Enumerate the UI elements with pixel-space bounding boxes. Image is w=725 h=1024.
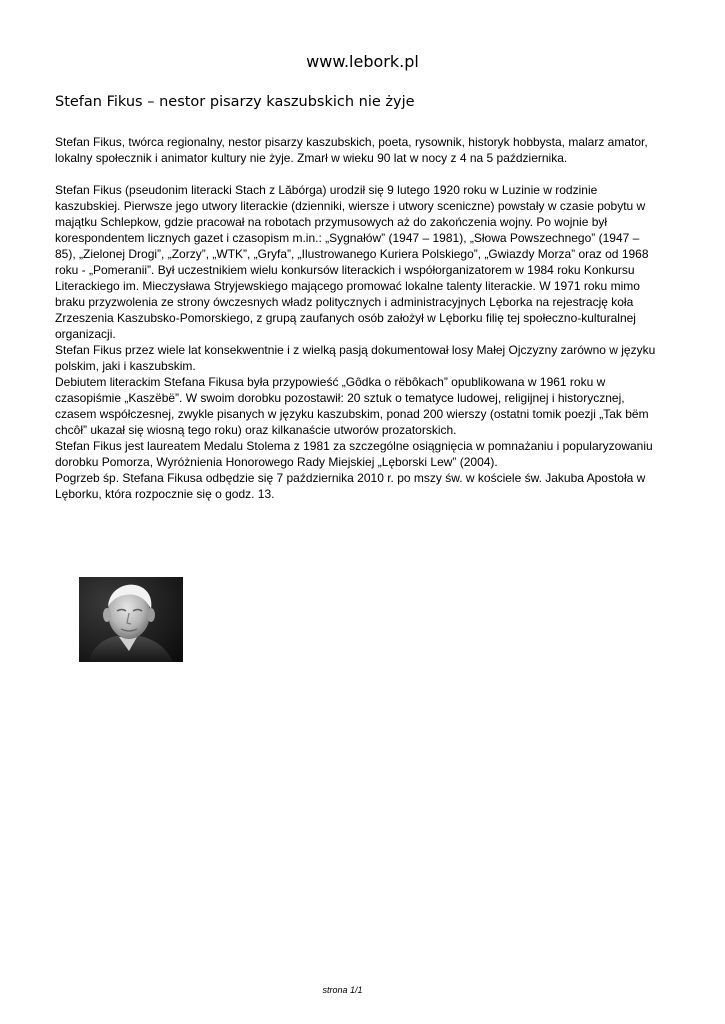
portrait-photo — [79, 577, 183, 662]
article-body — [55, 134, 695, 502]
article-title: Stefan Fikus – nestor pisarzy kaszubskich nie żyje — [55, 94, 415, 110]
article-paragraph: Pogrzeb śp. Stefana Fikusa odbędzie się 7 października 2010 r. po mszy św. w kościele św. Jakuba Apostoła w Lęborku, która rozpocznie się o godz. 13. — [55, 471, 646, 501]
article-paragraph: Stefan Fikus, twórca regionalny, nestor pisarzy kaszubskich, poeta, rysownik, historyk hobbysta, malarz amator, lokalny społecznik i animator kultury nie żyje. Zmarł w wieku 90 lat w nocy z 4 na 5 października. — [55, 135, 648, 165]
portrait-image — [79, 577, 183, 662]
article-paragraph: Debiutem literackim Stefana Fikusa była przypowieść „Gôdka o rëbôkach” opublikowana w 1961 roku w czasopiśmie „Kaszëbë”. W swoim dorobku pozostawił: 20 sztuk o tematyce ludowej, religijnej i historycznej, czasem współczesnej, zwykle pisanych w języku kaszubskim, ponad 200 wierszy (ostatni tomik poezji „Tak bëm chcôł” ukazał się wiosną tego roku) oraz kilkanaście utworów prozatorskich. — [55, 375, 649, 437]
site-header: www.lebork.pl — [306, 52, 419, 71]
article-paragraph: Stefan Fikus jest laureatem Medalu Stolema z 1981 za szczególne osiągnięcia w pomnażaniu i popularyzowaniu dorobku Pomorza, Wyróżnienia Honorowego Rady Miejskiej „Lęborski Lew” (2004). — [55, 439, 653, 469]
article-paragraph: Stefan Fikus przez wiele lat konsekwentnie i z wielką pasją dokumentował losy Małej Ojczyzny zarówno w języku polskim, jaki i kaszubskim. — [55, 343, 656, 373]
article-paragraph: Stefan Fikus (pseudonim literacki Stach z Lăbórga) urodził się 9 lutego 1920 roku w Luzinie w rodzinie kaszubskiej. Pierwsze jego utwory literackie (dzienniki, wiersze i utwory sceniczne) powstały w czasie pobytu w majątku Schlepkow, gdzie pracował na robotach przymusowych aż do zakończenia wojny. Po wojnie był korespondentem licznych gazet i czasopism m.in.: „Sygnałów” (1947 – 1981), „Słowa Powszechnego” (1947 – 85), „Zielonej Drogi”, „Zorzy”, „WTK”, „Gryfa”, „Ilustrowanego Kuriera Polskiego”, „Gwiazdy Morza” oraz od 1968 roku - „Pomeranii”. Był uczestnikiem wielu konkursów literackich i współorganizatorem w 1984 roku Konkursu Literackiego im. Mieczysława Stryjewskiego mającego promować lokalne talenty literackie. W 1971 roku mimo braku przyzwolenia ze strony ówczesnych władz politycznych i administracyjnych Lęborka na rejestrację koła Zrzeszenia Kaszubsko-Pomorskiego, z grupą zaufanych osób założył w Lęborku filię tej społeczno-kulturalnej organizacji. — [55, 183, 649, 341]
page-footer: strona 1/1 — [322, 985, 363, 995]
